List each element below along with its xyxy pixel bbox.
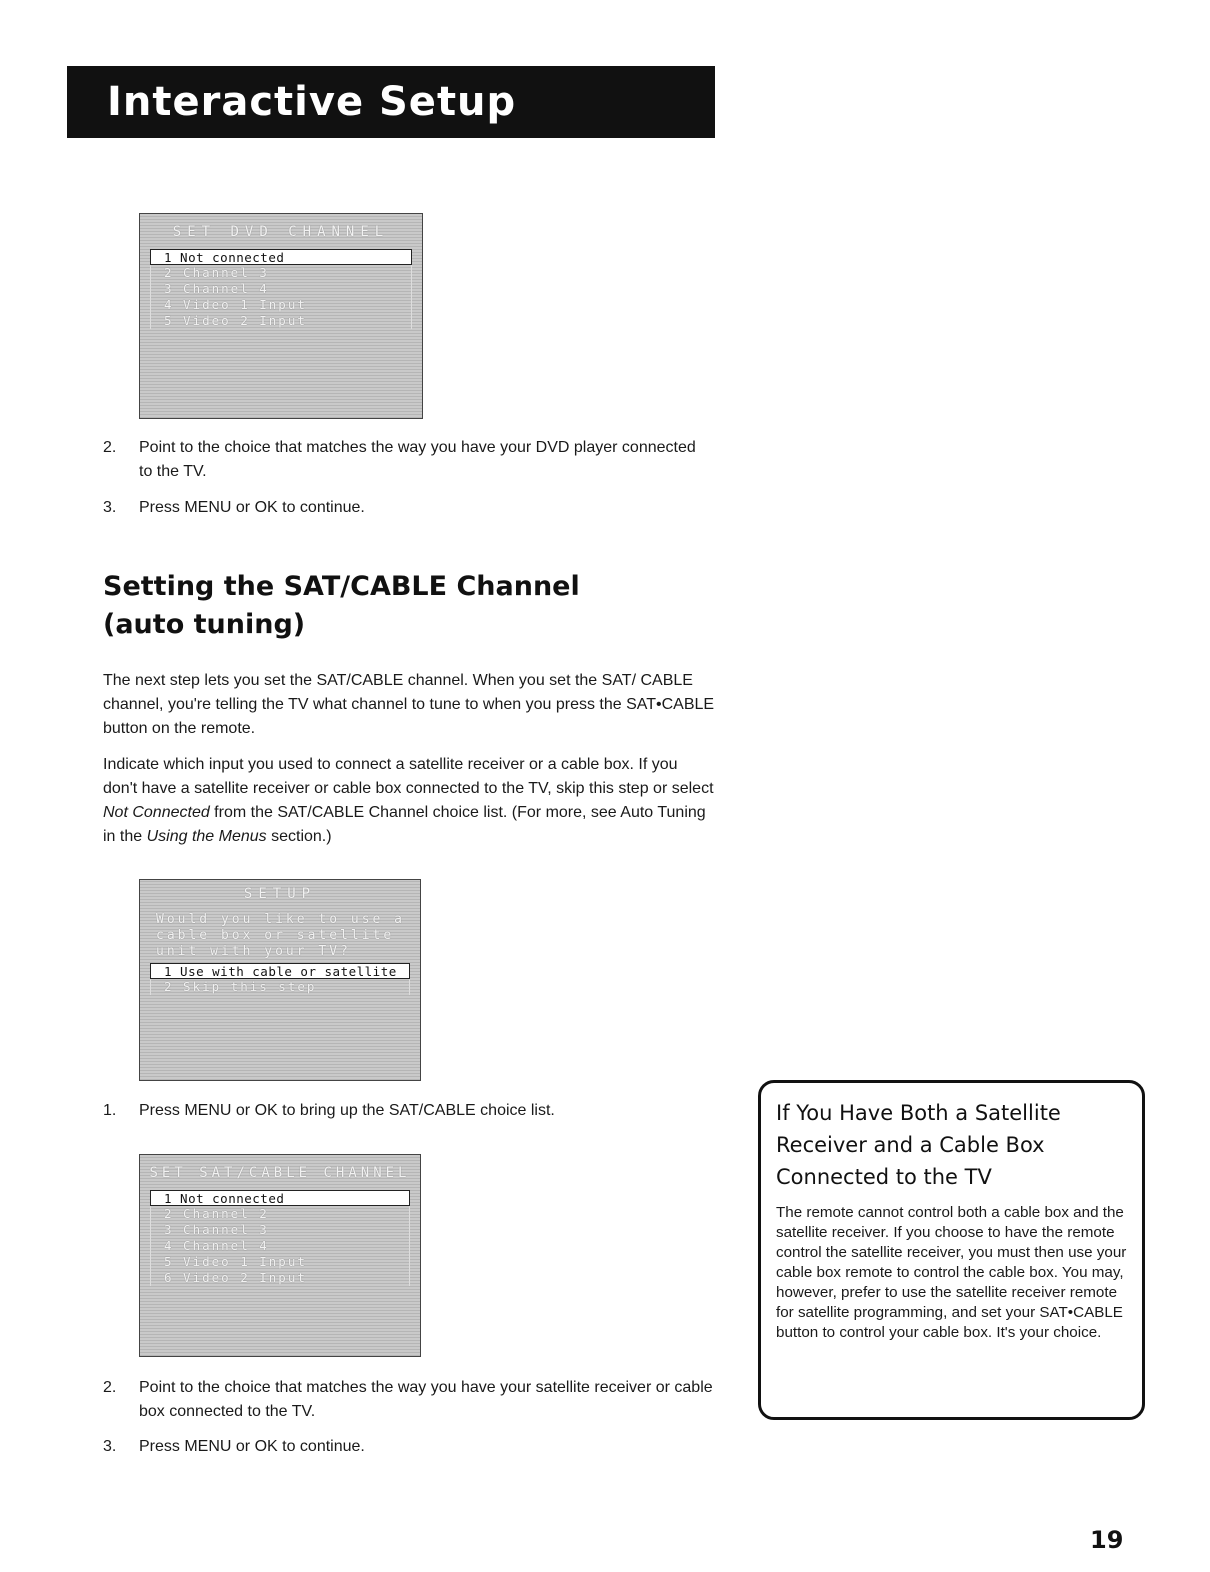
section-heading-line: Setting the SAT/CABLE Channel [103, 571, 580, 602]
page-number: 19 [1090, 1526, 1124, 1554]
menu-list [150, 249, 412, 329]
section-heading [103, 568, 723, 644]
screen-question: Would you like to use a cable box or satellite unit with your TV? [156, 912, 406, 959]
dvd-channel-screen [139, 213, 423, 419]
step-text: Press MENU or OK to continue. [139, 499, 365, 516]
menu-item: 5 Video 1 Input [150, 1254, 410, 1270]
step-text: Point to the choice that matches the way you have your satellite receiver or cable box connected to the TV. [139, 1379, 713, 1420]
menu-item: 5 Video 2 Input [150, 313, 412, 329]
screen-title: SET SAT/CABLE CHANNEL [149, 1165, 411, 1181]
step-number: 2. [103, 439, 117, 456]
step-number: 2. [103, 1379, 117, 1396]
step-item [103, 1099, 713, 1123]
setup-screen [139, 879, 421, 1081]
menu-item: 1 Not connected [150, 249, 412, 265]
step-item [103, 1376, 713, 1424]
menu-list [150, 963, 410, 995]
step-text: Point to the choice that matches the way you have your DVD player connected to the TV. [139, 439, 696, 480]
section-heading-line: (auto tuning) [103, 609, 306, 640]
page-title: Interactive Setup [107, 79, 517, 125]
menu-item: 3 Channel 3 [150, 1222, 410, 1238]
emphasis-text: Not Connected [103, 804, 210, 821]
screen-title: SET DVD CHANNEL [172, 224, 390, 240]
step-number: 3. [103, 1438, 117, 1455]
satcable-channel-screen [139, 1154, 421, 1357]
menu-list [150, 1190, 410, 1286]
menu-item: 2 Channel 2 [150, 1206, 410, 1222]
step-item [103, 496, 713, 520]
sidebar-title: If You Have Both a Satellite Receiver and a Cable Box Connected to the TV [776, 1101, 1061, 1189]
menu-item: 2 Channel 3 [150, 265, 412, 281]
menu-item: 4 Channel 4 [150, 1238, 410, 1254]
step-item [103, 1435, 713, 1459]
paragraph-text: from the SAT/CABLE Channel choice list. (For more, see Auto Tuning in the [103, 804, 706, 845]
step-text: Press MENU or OK to bring up the SAT/CABLE choice list. [139, 1102, 555, 1119]
paragraph-text: Indicate which input you used to connect a satellite receiver or a cable box. If you don't have a satellite receiver or cable box connected to the TV, skip this step or select [103, 756, 714, 797]
sidebar-body: The remote cannot control both a cable box and the satellite receiver. If you choose to have the remote control the satellite receiver, you must then use your cable box remote to control the cable box. You may, however, prefer to use the satellite receiver remote for satellite programming, and set your SAT•CABLE button to control your cable box. It's your choice. [776, 1204, 1127, 1341]
menu-item: 3 Channel 4 [150, 281, 412, 297]
screen-title: SETUP [243, 886, 317, 902]
menu-item: 6 Video 2 Input [150, 1270, 410, 1286]
header-bar [67, 66, 715, 138]
intro-paragraph: The next step lets you set the SAT/CABLE channel. When you set the SAT/ CABLE channel, you're telling the TV what channel to tune to when you press the SAT•CABLE button on the remote. [103, 672, 715, 737]
menu-item: 1 Use with cable or satellite [150, 963, 410, 979]
step-number: 3. [103, 499, 117, 516]
menu-item: 1 Not connected [150, 1190, 410, 1206]
menu-item: 4 Video 1 Input [150, 297, 412, 313]
menu-item: 2 Skip this step [150, 979, 410, 995]
emphasis-text: Using the Menus [146, 828, 267, 845]
sidebar-note [758, 1080, 1145, 1420]
instruction-paragraph [103, 753, 715, 849]
step-item [103, 436, 713, 484]
paragraph-text: section.) [266, 828, 332, 845]
step-text: Press MENU or OK to continue. [139, 1438, 365, 1455]
step-number: 1. [103, 1102, 117, 1119]
